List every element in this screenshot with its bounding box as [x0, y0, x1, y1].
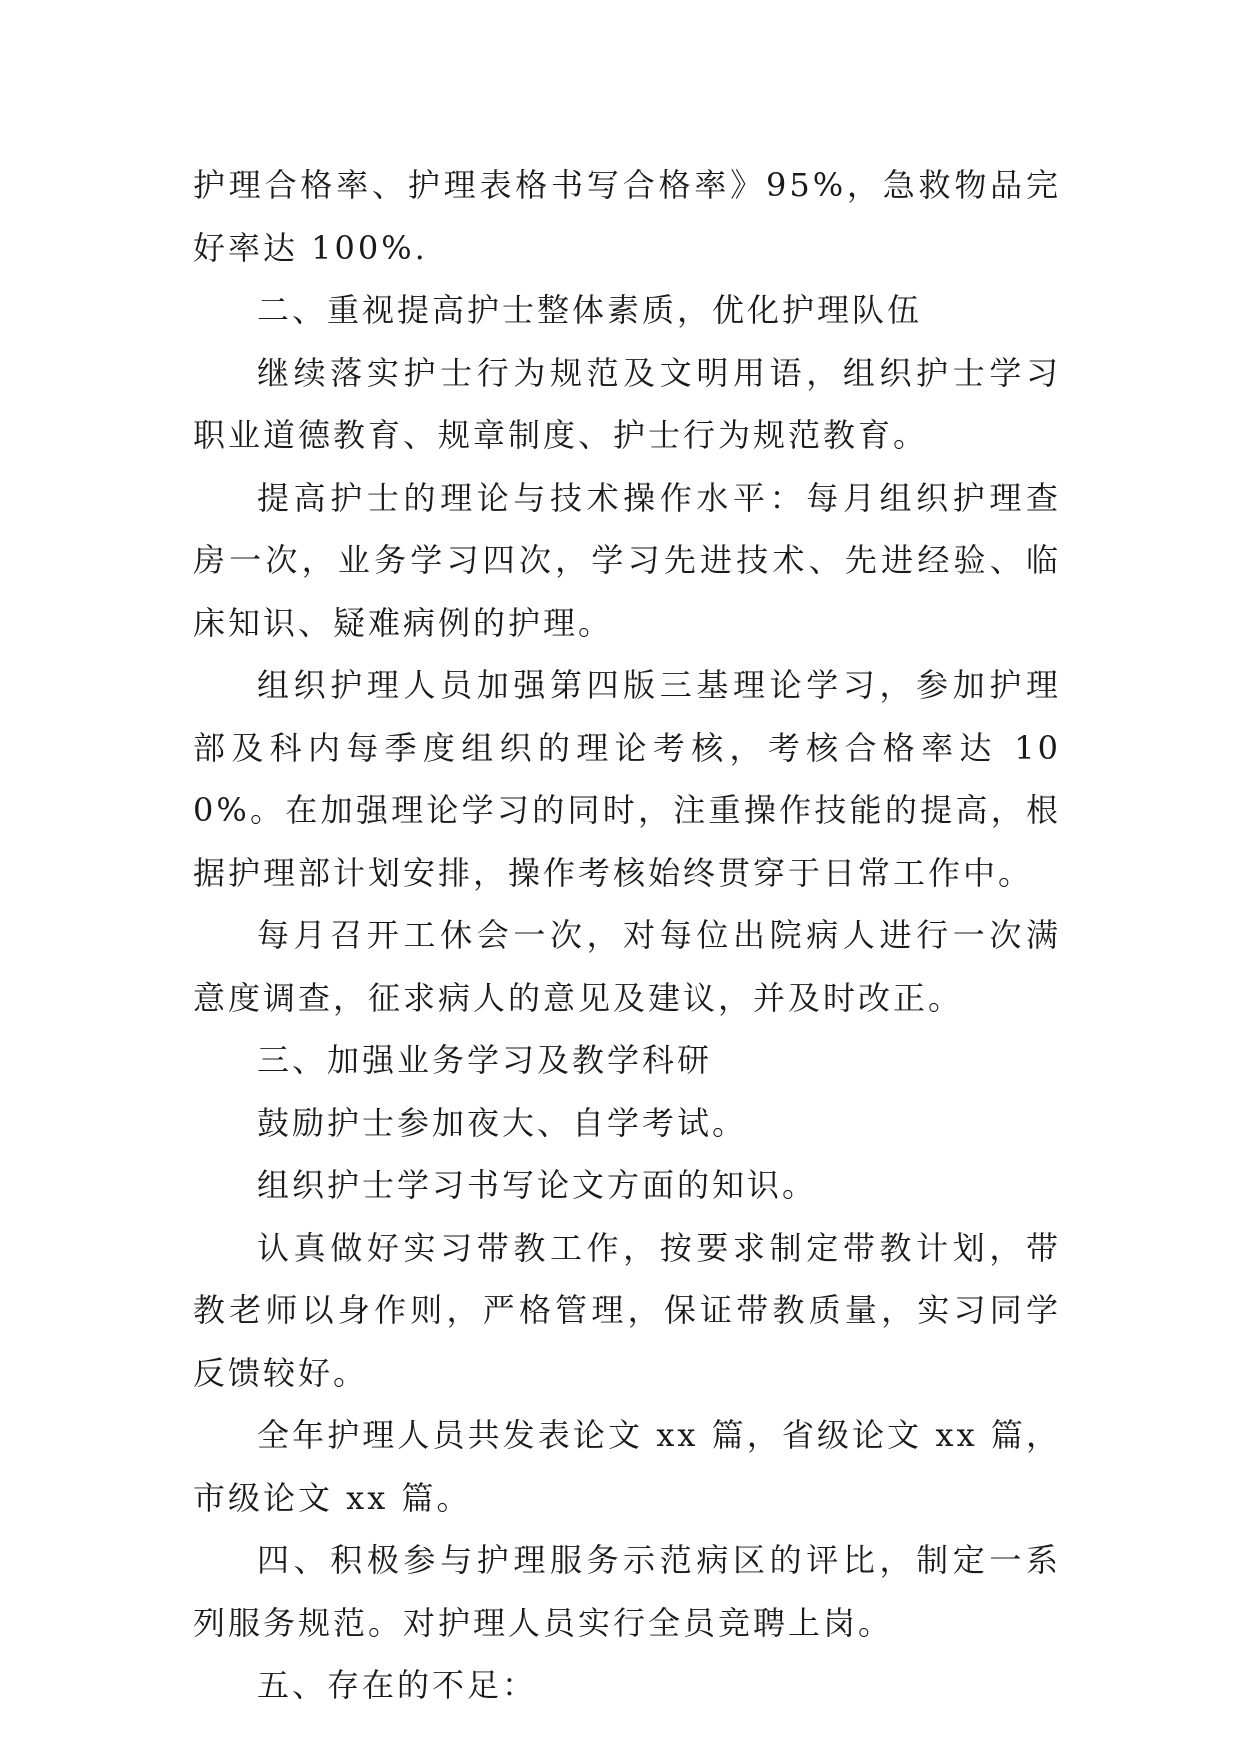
paragraph: 每月召开工休会一次，对每位出院病人进行一次满意度调查，征求病人的意见及建议，并及时改正。: [193, 916, 1061, 1017]
paragraph: 鼓励护士参加夜大、自学考试。: [257, 1103, 748, 1142]
section-heading-5: 五、存在的不足：: [257, 1666, 538, 1704]
section-heading-2: 二、重视提高护士整体素质，优化护理队伍: [257, 291, 923, 329]
section-heading-3: 三、加强业务学习及教学科研: [257, 1041, 713, 1079]
paragraph: 组织护理人员加强第四版三基理论学习，参加护理部及科内每季度组织的理论考核，考核合格率达 100%。在加强理论学习的同时，注重操作技能的提高，根据护理部计划安排，操作考核始终贯穿于日常工作中。: [193, 666, 1061, 892]
paragraph-continuation: 护理合格率、护理表格书写合格率》95%，急救物品完好率达 100%.: [193, 166, 1061, 267]
document-body: [193, 154, 1061, 1717]
paragraph: 全年护理人员共发表论文 xx 篇，省级论文 xx 篇，市级论文 xx 篇。: [193, 1416, 1061, 1517]
paragraph: 认真做好实习带教工作，按要求制定带教计划，带教老师以身作则，严格管理，保证带教质量，实习同学反馈较好。: [193, 1228, 1061, 1392]
paragraph: 继续落实护士行为规范及文明用语，组织护士学习职业道德教育、规章制度、护士行为规范教育。: [193, 353, 1061, 454]
paragraph: 组织护士学习书写论文方面的知识。: [257, 1166, 818, 1204]
paragraph: 提高护士的理论与技术操作水平：每月组织护理查房一次，业务学习四次，学习先进技术、先进经验、临床知识、疑难病例的护理。: [193, 478, 1061, 642]
section-heading-4: 四、积极参与护理服务示范病区的评比，制定一系列服务规范。对护理人员实行全员竞聘上岗。: [193, 1541, 1061, 1642]
